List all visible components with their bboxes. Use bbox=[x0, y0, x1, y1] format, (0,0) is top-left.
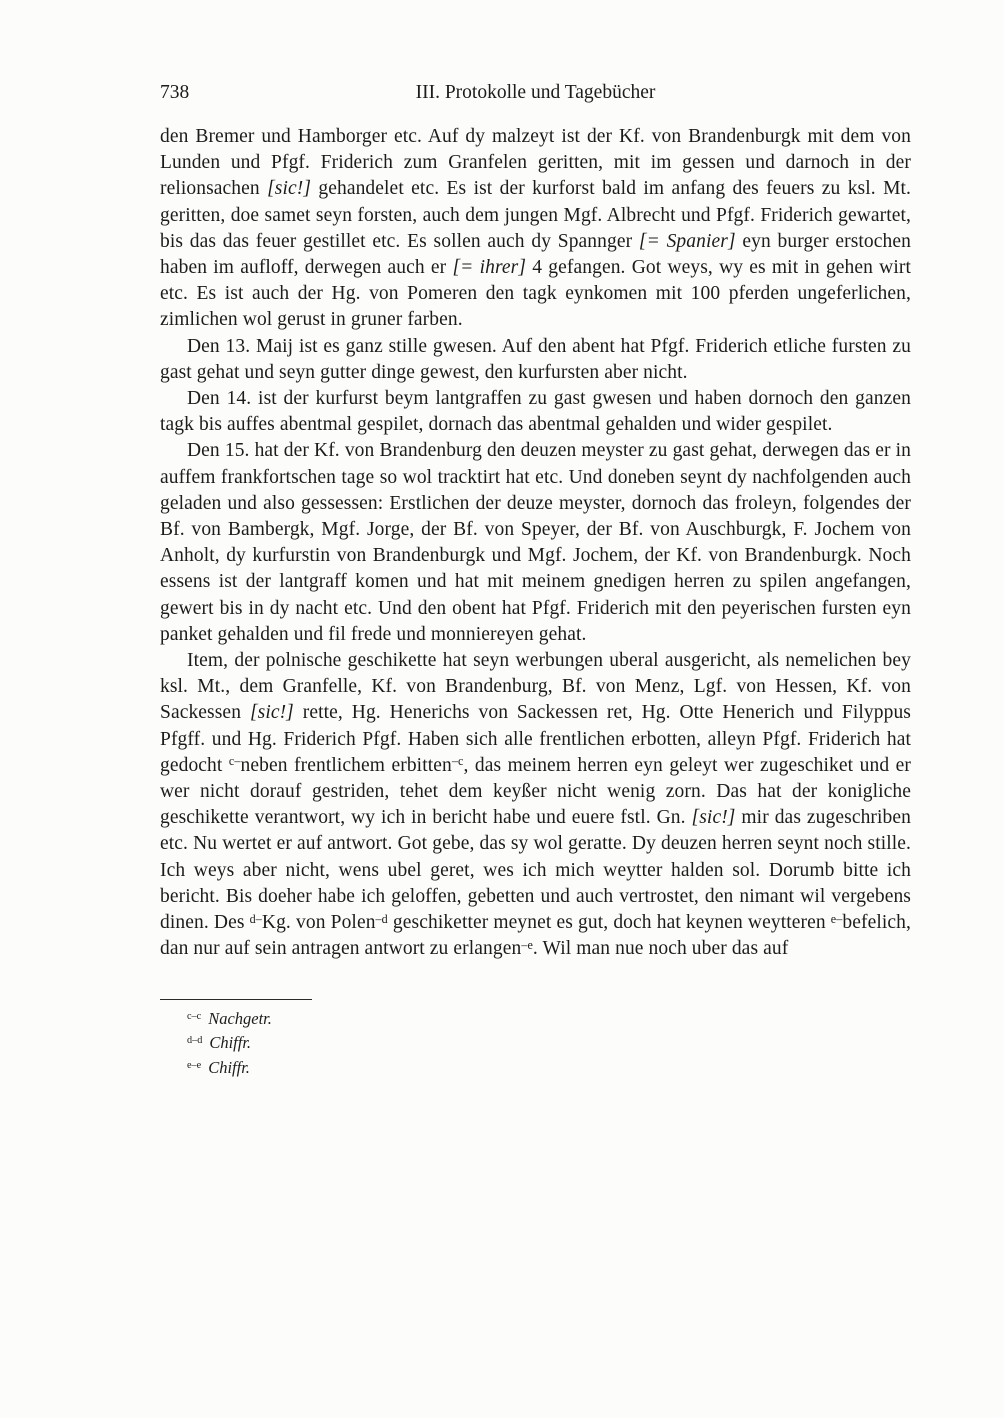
text-run: Kg. von Polen bbox=[261, 912, 376, 934]
footnote-marker: d–d bbox=[187, 1035, 203, 1047]
footnote bbox=[160, 1031, 911, 1056]
text-run: neben frentlichem erbitten bbox=[240, 754, 452, 776]
running-head bbox=[160, 82, 911, 104]
page-number: 738 bbox=[160, 82, 190, 103]
footnote-text: Chiffr. bbox=[209, 1033, 252, 1052]
footnotes-list bbox=[160, 1007, 911, 1081]
text-run: Den 13. Maij ist es ganz stille gwesen. Auf den abent hat Pfgf. Friderich etliche fursten zu gast gehat und seyn gutter dinge gewest, den kurfursten aber nicht. bbox=[160, 335, 911, 383]
footnote-text: Chiffr. bbox=[208, 1057, 250, 1077]
paragraph bbox=[160, 334, 911, 386]
paragraph bbox=[160, 386, 911, 438]
running-title: III. Protokolle und Tagebücher bbox=[415, 82, 656, 103]
editorial-note: [sic!] bbox=[691, 807, 736, 829]
text-run: Item, der polnische geschikette hat seyn werbungen uberal ausgericht, als nemelichen bey ksl. Mt., dem Granfelle, Kf. von Brandenburg, Bf. von Menz, Lgf. von Hessen, Kf. von Sackessen bbox=[160, 650, 911, 724]
editorial-note: [= ihrer] bbox=[452, 257, 527, 279]
footnote-marker: –c bbox=[451, 754, 464, 769]
text-run: Den 14. ist der kurfurst beym lantgraffen zu gast gwesen und haben dornoch den ganzen tagk bis auffes abentmal gespilet, dornach das abentmal gehalden und wider gespilet. bbox=[160, 388, 911, 436]
text-run: den Bremer und Hamborger etc. Auf dy malzeyt ist der Kf. von Brandenburgk mit dem von Lunden und Pfgf. Friderich zum Granfelen geritten, mit im gessen und darnoch in der relionsachen bbox=[160, 126, 911, 200]
paragraph bbox=[160, 124, 911, 334]
text-run: befelich, dan nur auf sein antragen antwort zu erlangen bbox=[160, 912, 911, 960]
footnote bbox=[160, 1007, 911, 1032]
paragraph bbox=[160, 438, 911, 648]
footnote-marker: e– bbox=[830, 911, 843, 926]
footnote bbox=[160, 1056, 911, 1081]
footnote-rule bbox=[160, 999, 312, 1000]
editorial-note: [sic!] bbox=[249, 702, 294, 724]
footnote-marker: c–c bbox=[187, 1010, 202, 1022]
text-run: . Wil man nue noch uber das auf bbox=[532, 938, 789, 960]
paragraph bbox=[160, 648, 911, 962]
footnote-marker: –e bbox=[521, 937, 533, 952]
editorial-note: [= Spanier] bbox=[638, 230, 736, 252]
editorial-note: [sic!] bbox=[267, 178, 312, 200]
text-run: Den 15. hat der Kf. von Brandenburg den deuzen meyster zu gast gehat, derwegen das er in auffem frankfortschen tage so wol tracktirt hat etc. Und doneben seynt dy nachfolgenden auch geladen und also gessessen: Erstlichen der deuze meyster, dornoch das froleyn, folgendes der Bf. von Bambergk, Mgf. Jorge, der Bf. von Speyer, der Bf. von Auschburgk, F. Jochem von Anholt, dy kurfurstin von Brandenburgk und Mgf. Jochem, der Kf. von Brandenburgk. Noch essens ist der lantgraff komen und hat mit meinem gnedigen herren zu spilen angefangen, gewert bis in dy nacht etc. Und den obent hat Pfgf. Friderich mit den peyerischen fursten eyn panket gehalden und fil frede und monniereyen gehat. bbox=[160, 440, 911, 645]
text-run: , das meinem herren eyn geleyt wer zugeschiket und er wer nicht dorauf gestriden, tehet dem keyßer nicht wenig zorn. Das hat der konigliche geschikette verantwort, wy ich in bericht habe und euere fstl. Gn. bbox=[160, 754, 911, 829]
text-run: mir das zugeschriben etc. Nu wertet er auf antwort. Got gebe, das sy wol geratte. Dy deuzen herren seynt noch stille. Ich weys aber nicht, wens ubel geret, wes ich mich weytter halden sol. Dorumb bitte ich bericht. Bis doeher habe ich geloffen, gebetten und auch vertrostet, den nimant wil vergebens dinen. Des bbox=[160, 807, 911, 934]
text-block bbox=[160, 82, 911, 1080]
footnote-text: Nachgetr. bbox=[208, 1008, 272, 1028]
footnote-marker: –d bbox=[375, 911, 388, 926]
text-run: rette, Hg. Henerichs von Sackessen ret, Hg. Otte Henerich und Filyppus Pfgff. und Hg. Friderich Pfgf. Haben sich alle frentlichen erbotten, alleyn Pfgf. Friderich hat gedocht bbox=[160, 702, 911, 776]
text-run: eyn burger erstochen haben im aufloff, derwegen auch er bbox=[160, 230, 911, 279]
text-run: geschiketter meynet es gut, doch hat keynen weytteren bbox=[387, 912, 831, 934]
text-run: gehandelet etc. Es ist der kurforst bald im anfang des feuers zu ksl. Mt. geritten, doe samet seyn forsten, auch dem jungen Mgf. Albrecht und Pfgf. Friderich gewartet, bis das das feuer gestillet etc. Es sollen auch dy Spannger bbox=[160, 178, 911, 252]
footnote-marker: e–e bbox=[187, 1059, 202, 1071]
text-run: 4 gefangen. Got weys, wy es mit in gehen wirt etc. Es ist auch der Hg. von Pomeren den tagk eynkomen mit 100 pferden ungeferlichen, zimlichen wol gerust in gruner farben. bbox=[160, 257, 911, 331]
footnotes-section bbox=[160, 999, 911, 1081]
footnote-marker: d– bbox=[249, 911, 262, 926]
footnote-marker: c– bbox=[228, 754, 241, 769]
body-paragraphs bbox=[160, 124, 911, 963]
